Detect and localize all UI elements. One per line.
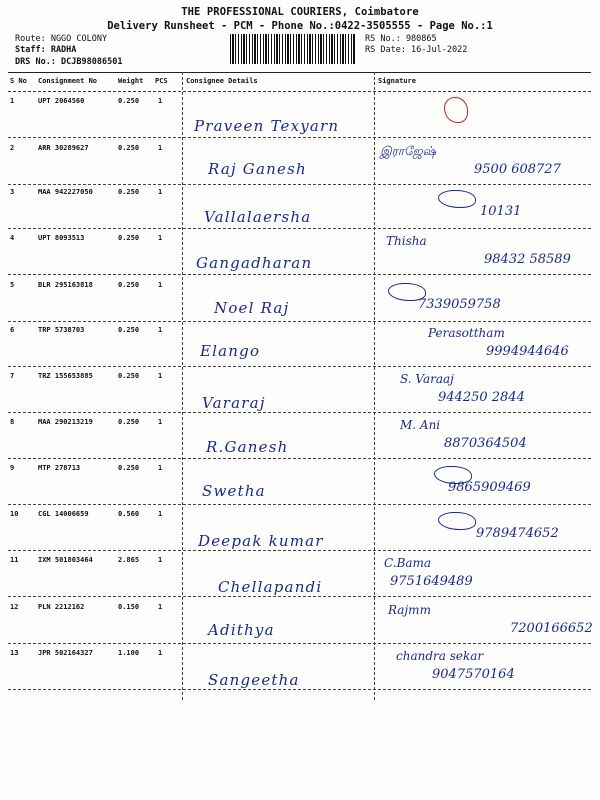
row-signature-phone: 9865909469	[448, 480, 531, 495]
table-header	[8, 72, 591, 92]
row-signature: chandra sekar	[396, 649, 484, 663]
row-pcs: 1	[158, 464, 163, 472]
row-signature: S. Varaaj	[400, 372, 454, 386]
row-consignee-name: Noel Raj	[214, 299, 290, 317]
row-consignment-no: PLN 2212162	[38, 603, 85, 611]
row-pcs: 1	[158, 603, 163, 611]
row-sno: 2	[10, 144, 15, 152]
row-sno: 12	[10, 603, 19, 611]
col-pcs: PCS	[155, 77, 168, 85]
row-consignee-name: Elango	[200, 342, 261, 360]
table-row	[8, 320, 591, 367]
row-consignment-no: IXM 501803464	[38, 556, 93, 564]
row-signature-phone: 98432 58589	[484, 252, 571, 267]
row-sno: 5	[10, 281, 15, 289]
row-weight: 0.560	[118, 510, 140, 518]
row-signature: இராஜேஷ்	[380, 144, 437, 158]
col-consignment: Consignment No	[38, 77, 98, 85]
row-weight: 0.250	[118, 464, 140, 472]
row-weight: 0.250	[118, 418, 140, 426]
row-signature-phone: 10131	[480, 204, 522, 219]
row-pcs: 1	[158, 188, 163, 196]
row-signature-phone: 7339059758	[418, 297, 501, 312]
row-signature-phone: 9751649489	[390, 574, 473, 589]
row-sno: 9	[10, 464, 15, 472]
row-consignee-name: Chellapandi	[218, 578, 323, 596]
table-row	[8, 412, 591, 459]
row-sno: 7	[10, 372, 15, 380]
page-title: THE PROFESSIONAL COURIERS, Coimbatore	[181, 6, 419, 18]
row-weight: 0.250	[118, 372, 140, 380]
row-signature-scribble	[444, 97, 468, 123]
row-sno: 3	[10, 188, 15, 196]
row-consignee-name: Raj Ganesh	[208, 160, 307, 178]
row-signature-phone: 8870364504	[444, 436, 527, 451]
table-row	[8, 643, 591, 690]
row-sno: 11	[10, 556, 19, 564]
table-row	[8, 366, 591, 413]
row-consignment-no: TRP 5738703	[38, 326, 85, 334]
row-pcs: 1	[158, 372, 163, 380]
row-weight: 2.865	[118, 556, 140, 564]
row-sno: 8	[10, 418, 15, 426]
table-row	[8, 228, 591, 275]
row-signature-phone: 9047570164	[432, 667, 515, 682]
row-pcs: 1	[158, 556, 163, 564]
row-signature-phone: 9994944646	[486, 344, 569, 359]
row-signature-phone: 9789474652	[476, 526, 559, 541]
row-signature-phone: 7200166652	[510, 621, 593, 636]
barcode-image	[230, 34, 355, 64]
row-consignee-name: Vararaj	[202, 394, 266, 412]
table-row	[8, 275, 591, 322]
table-row	[8, 182, 591, 229]
table-row	[8, 138, 591, 185]
row-signature-phone: 944250 2844	[438, 390, 525, 405]
table-row	[8, 550, 591, 597]
row-signature-phone: 9500 608727	[474, 162, 561, 177]
col-sno: S No	[10, 77, 27, 85]
row-consignee-name: Adithya	[208, 621, 275, 639]
row-signature: Rajmm	[388, 603, 431, 617]
row-signature: M. Ani	[400, 418, 441, 432]
table-row	[8, 504, 591, 551]
row-weight: 0.250	[118, 144, 140, 152]
drs-number: DRS No.: DCJB98086501	[15, 57, 123, 67]
row-consignee-name: Gangadharan	[196, 254, 313, 272]
row-signature-scribble	[438, 190, 476, 208]
row-consignment-no: MAA 290213219	[38, 418, 93, 426]
row-pcs: 1	[158, 281, 163, 289]
row-consignee-name: Sangeetha	[208, 671, 300, 689]
row-pcs: 1	[158, 418, 163, 426]
row-consignment-no: UPT 2064560	[38, 97, 85, 105]
row-consignee-name: Vallalaersha	[204, 208, 312, 226]
page-subtitle: Delivery Runsheet - PCM - Phone No.:0422-3505555 - Page No.:1	[107, 20, 493, 32]
row-consignee-name: Deepak kumar	[198, 532, 324, 550]
row-consignment-no: TRZ 155653885	[38, 372, 93, 380]
row-consignment-no: BLR 295163818	[38, 281, 93, 289]
row-pcs: 1	[158, 234, 163, 242]
staff-label: Staff: RADHA	[15, 45, 77, 55]
row-pcs: 1	[158, 649, 163, 657]
row-sno: 4	[10, 234, 15, 242]
row-weight: 1.100	[118, 649, 140, 657]
rs-number: RS No.: 980865	[365, 34, 437, 44]
table-row	[8, 597, 591, 644]
row-sno: 6	[10, 326, 15, 334]
row-consignee-name: R.Ganesh	[206, 438, 289, 456]
row-consignment-no: CGL 14006659	[38, 510, 89, 518]
row-consignment-no: UPT 8093513	[38, 234, 85, 242]
col-signature: Signature	[378, 77, 416, 85]
row-consignment-no: ARR 30289627	[38, 144, 89, 152]
row-weight: 0.250	[118, 281, 140, 289]
route-label: Route: NGGO COLONY	[15, 34, 108, 44]
row-pcs: 1	[158, 510, 163, 518]
row-signature: Perasottham	[428, 326, 505, 340]
row-consignee-name: Swetha	[202, 482, 266, 500]
row-weight: 0.250	[118, 234, 140, 242]
col-weight: Weight	[118, 77, 144, 85]
row-signature: Thisha	[386, 234, 427, 248]
col-consignee: Consignee Details	[186, 77, 258, 85]
row-weight: 0.250	[118, 188, 140, 196]
row-sno: 10	[10, 510, 19, 518]
row-signature-scribble	[438, 512, 476, 530]
row-consignment-no: MAA 942227050	[38, 188, 93, 196]
row-signature: C.Bama	[384, 556, 432, 570]
table-row	[8, 458, 591, 505]
row-sno: 1	[10, 97, 15, 105]
rs-date: RS Date: 16-Jul-2022	[365, 45, 468, 55]
row-pcs: 1	[158, 97, 163, 105]
row-weight: 0.150	[118, 603, 140, 611]
row-sno: 13	[10, 649, 19, 657]
table-row	[8, 91, 591, 138]
row-weight: 0.250	[118, 97, 140, 105]
row-consignee-name: Praveen Texyarn	[194, 117, 340, 135]
row-weight: 0.250	[118, 326, 140, 334]
row-consignment-no: MTP 278713	[38, 464, 81, 472]
row-pcs: 1	[158, 144, 163, 152]
row-pcs: 1	[158, 326, 163, 334]
row-consignment-no: JPR 502164327	[38, 649, 93, 657]
